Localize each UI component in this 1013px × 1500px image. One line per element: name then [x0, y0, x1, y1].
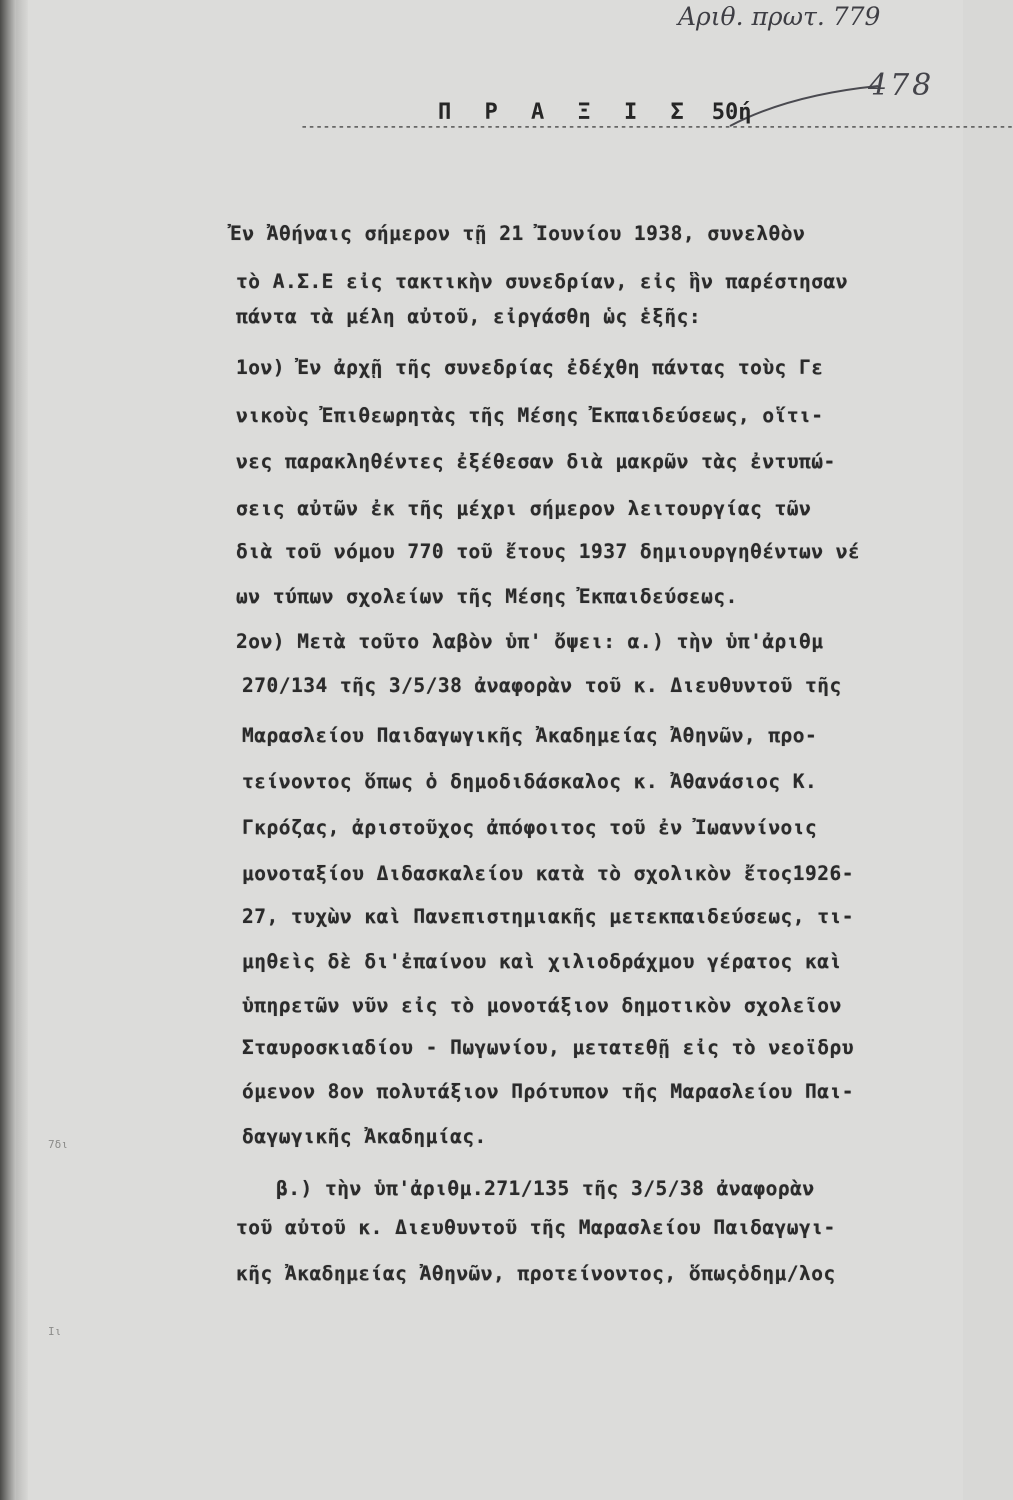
scan-binding-shadow: [16, 0, 28, 1500]
heading-number: 50ή: [711, 100, 752, 125]
body-line: β.) τὴν ὑπ'ἀριθμ.271/135 τῆς 3/5/38 ἀναφορὰν: [276, 1177, 815, 1200]
body-line: μηθεὶς δὲ δι'ἐπαίνου καὶ χιλιοδράχμου γέρατος καὶ: [242, 950, 842, 973]
margin-mark-lower: Ιι: [48, 1325, 62, 1338]
body-line: διὰ τοῦ νόμου 770 τοῦ ἔτους 1937 δημιουργηθέντων νέ: [236, 540, 861, 563]
body-line: μονοταξίου Διδασκαλείου κατὰ τὸ σχολικὸν ἔτος1926-: [242, 862, 854, 885]
body-line: ὑπηρετῶν νῦν εἰς τὸ μονοτάξιον δημοτικὸν σχολεῖον: [242, 994, 842, 1017]
handwritten-protocol-number: Αριθ. πρωτ. 779: [678, 2, 881, 31]
body-line: όμενον 8ον πολυτάξιον Πρότυπον τῆς Μαρασλείου Παι-: [242, 1080, 854, 1103]
body-line: 270/134 τῆς 3/5/38 ἀναφορὰν τοῦ κ. Διευθυντοῦ τῆς: [242, 674, 842, 697]
body-line: Ἐν Ἀθήναις σήμερον τῇ 21 Ἰουνίου 1938, συνελθὸν: [230, 222, 806, 245]
body-line: Γκρόζας, ἀριστοῦχος ἀπόφοιτος τοῦ ἐν Ἰωαννίνοις: [242, 816, 818, 839]
body-line: 27, τυχὼν καὶ Πανεπιστημιακῆς μετεκπαιδεύσεως, τι-: [242, 905, 854, 928]
margin-mark-upper: 7δι: [48, 1138, 68, 1151]
body-line: τείνοντος ὅπως ὁ δημοδιδάσκαλος κ. Ἀθανάσιος Κ.: [242, 770, 818, 793]
body-line: τοῦ αὐτοῦ κ. Διευθυντοῦ τῆς Μαρασλείου Παιδαγωγι-: [236, 1216, 836, 1239]
body-line: τὸ Α.Σ.Ε εἰς τακτικὴν συνεδρίαν, εἰς ἣν παρέστησαν: [236, 270, 848, 293]
body-line: νικοὺς Ἐπιθεωρητὰς τῆς Μέσης Ἐκπαιδεύσεως, οἵτι-: [236, 404, 824, 427]
body-line: ων τύπων σχολείων τῆς Μέσης Ἐκπαιδεύσεως.: [236, 585, 738, 608]
heading-title: Π Ρ Α Ξ Ι Σ: [438, 100, 694, 125]
body-line: πάντα τὰ μέλη αὐτοῦ, εἰργάσθη ὡς ἑξῆς:: [236, 305, 702, 328]
body-line: νες παρακληθέντες ἐξέθεσαν διὰ μακρῶν τὰς ἐντυπώ-: [236, 450, 836, 473]
body-line: Σταυροσκιαδίου - Πωγωνίου, μετατεθῇ εἰς τὸ νεοϊδρυ: [242, 1036, 854, 1059]
body-line: Μαρασλείου Παιδαγωγικῆς Ἀκαδημείας Ἀθηνῶν, προ-: [242, 724, 818, 747]
body-line: δαγωγικῆς Ἀκαδημίας.: [242, 1125, 487, 1148]
body-line: 2ον) Μετὰ τοῦτο λαβὸν ὑπ' ὄψει: α.) τὴν ὑπ'ἀριθμ: [236, 630, 824, 653]
heading-underline: ------------------------------------------------------------------------------------------------: [300, 119, 1013, 135]
document-page: [28, 0, 1013, 1500]
body-line: κῆς Ἀκαδημείας Ἀθηνῶν, προτείνοντος, ὅπωςὁδημ/λος: [236, 1262, 836, 1285]
scan-binding-edge: [0, 0, 16, 1500]
body-line: 1ον) Ἐν ἀρχῇ τῆς συνεδρίας ἐδέχθη πάντας τοὺς Γε: [236, 356, 824, 379]
body-line: σεις αὐτῶν ἐκ τῆς μέχρι σήμερον λειτουργίας τῶν: [236, 497, 812, 520]
handwritten-page-number: 478: [868, 68, 935, 103]
